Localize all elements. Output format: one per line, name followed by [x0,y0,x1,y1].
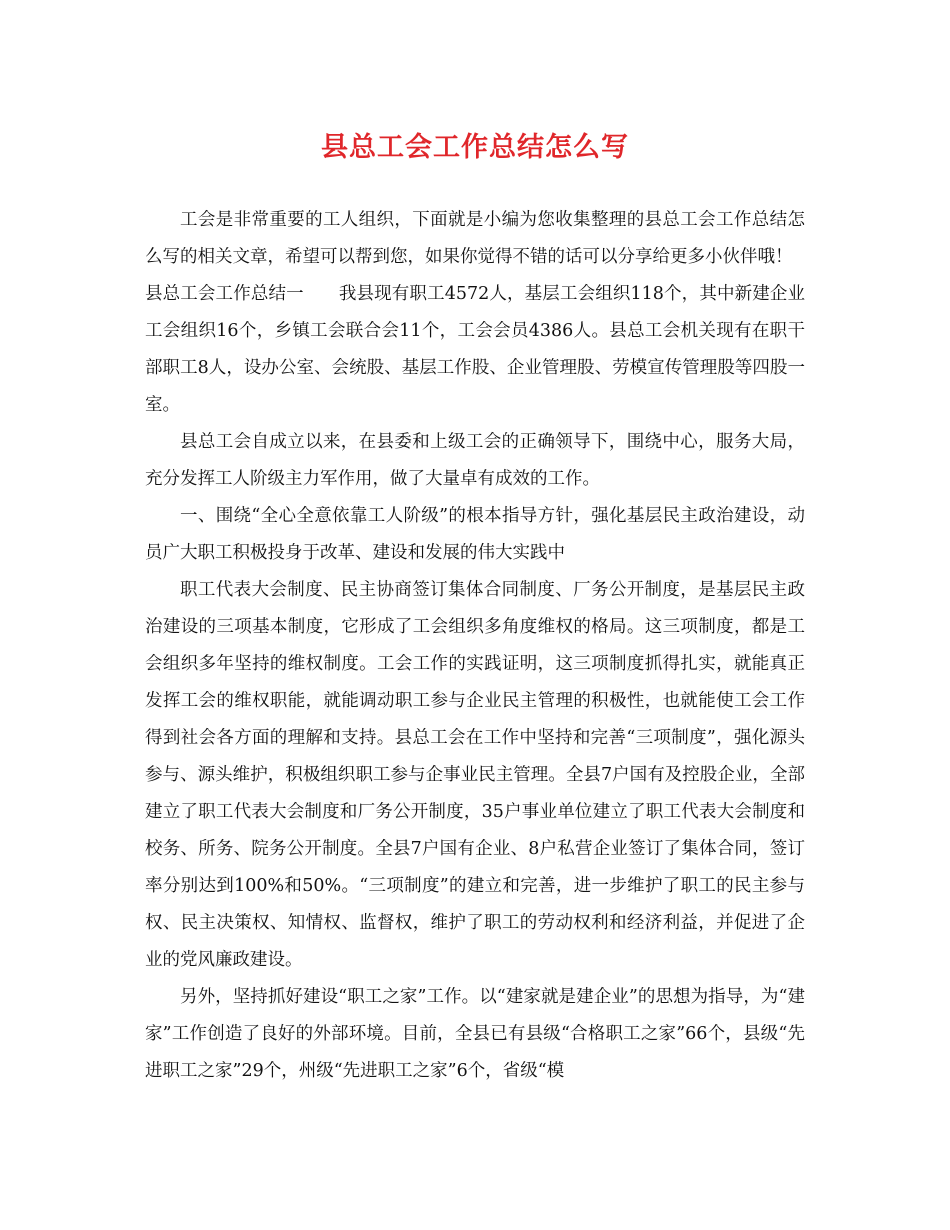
paragraph-summary-one [145,276,805,424]
section-heading: 县总工会工作总结一 [145,284,304,304]
paragraph-intro: 工会是非常重要的工人组织，下面就是小编为您收集整理的县总工会工作总结怎么写的相关文章，希望可以帮到您，如果你觉得不错的话可以分享给更多小伙伴哦！ [145,210,805,267]
paragraph-three-systems: 职工代表大会制度、民主协商签订集体合同制度、厂务公开制度，是基层民主政治建设的三项基本制度，它形成了工会组织多角度维权的格局。这三项制度，都是工会组织多年坚持的维权制度。工会工作的实践证明，这三项制度抓得扎实，就能真正发挥工会的维权职能，就能调动职工参与企业民主管理的积极性，也就能使工会工作得到社会各方面的理解和支持。县总工会在工作中坚持和完善“三项制度”，强化源头参与、源头维护，积极组织职工参与企事业民主管理。全县7户国有及控股企业，全部建立了职工代表大会制度和厂务公开制度，35户事业单位建立了职工代表大会制度和校务、所务、院务公开制度。全县7户国有企业、8户私营企业签订了集体合同，签订率分别达到100%和50%。“三项制度”的建立和完善，进一步维护了职工的民主参与权、民主决策权、知情权、监督权，维护了职工的劳动权利和经济利益，并促进了企业的党风廉政建设。 [145,580,805,970]
paragraph-workers-home: 另外，坚持抓好建设“职工之家”工作。以“建家就是建企业”的思想为指导，为“建家”工作创造了良好的外部环境。目前，全县已有县级“合格职工之家”66个，县级“先进职工之家”29个，州级“先进职工之家”6个，省级“模 [145,987,805,1081]
paragraph-leadership: 县总工会自成立以来，在县委和上级工会的正确领导下，围绕中心，服务大局，充分发挥工人阶级主力军作用，做了大量卓有成效的工作。 [145,432,805,489]
paragraph-text: 我县现有职工4572人，基层工会组织118个，其中新建企业工会组织16个，乡镇工会联合会11个，工会会员4386人。县总工会机关现有在职干部职工8人，设办公室、会统股、基层工作股、企业管理股、劳模宣传管理股等四股一室。 [145,284,806,415]
paragraph-section-one-heading: 一、围绕“全心全意依靠工人阶级”的根本指导方针，强化基层民主政治建设，动员广大职工积极投身于改革、建设和发展的伟大实践中 [145,506,805,563]
document-title: 县总工会工作总结怎么写 [321,132,629,163]
document-body [145,202,805,1090]
